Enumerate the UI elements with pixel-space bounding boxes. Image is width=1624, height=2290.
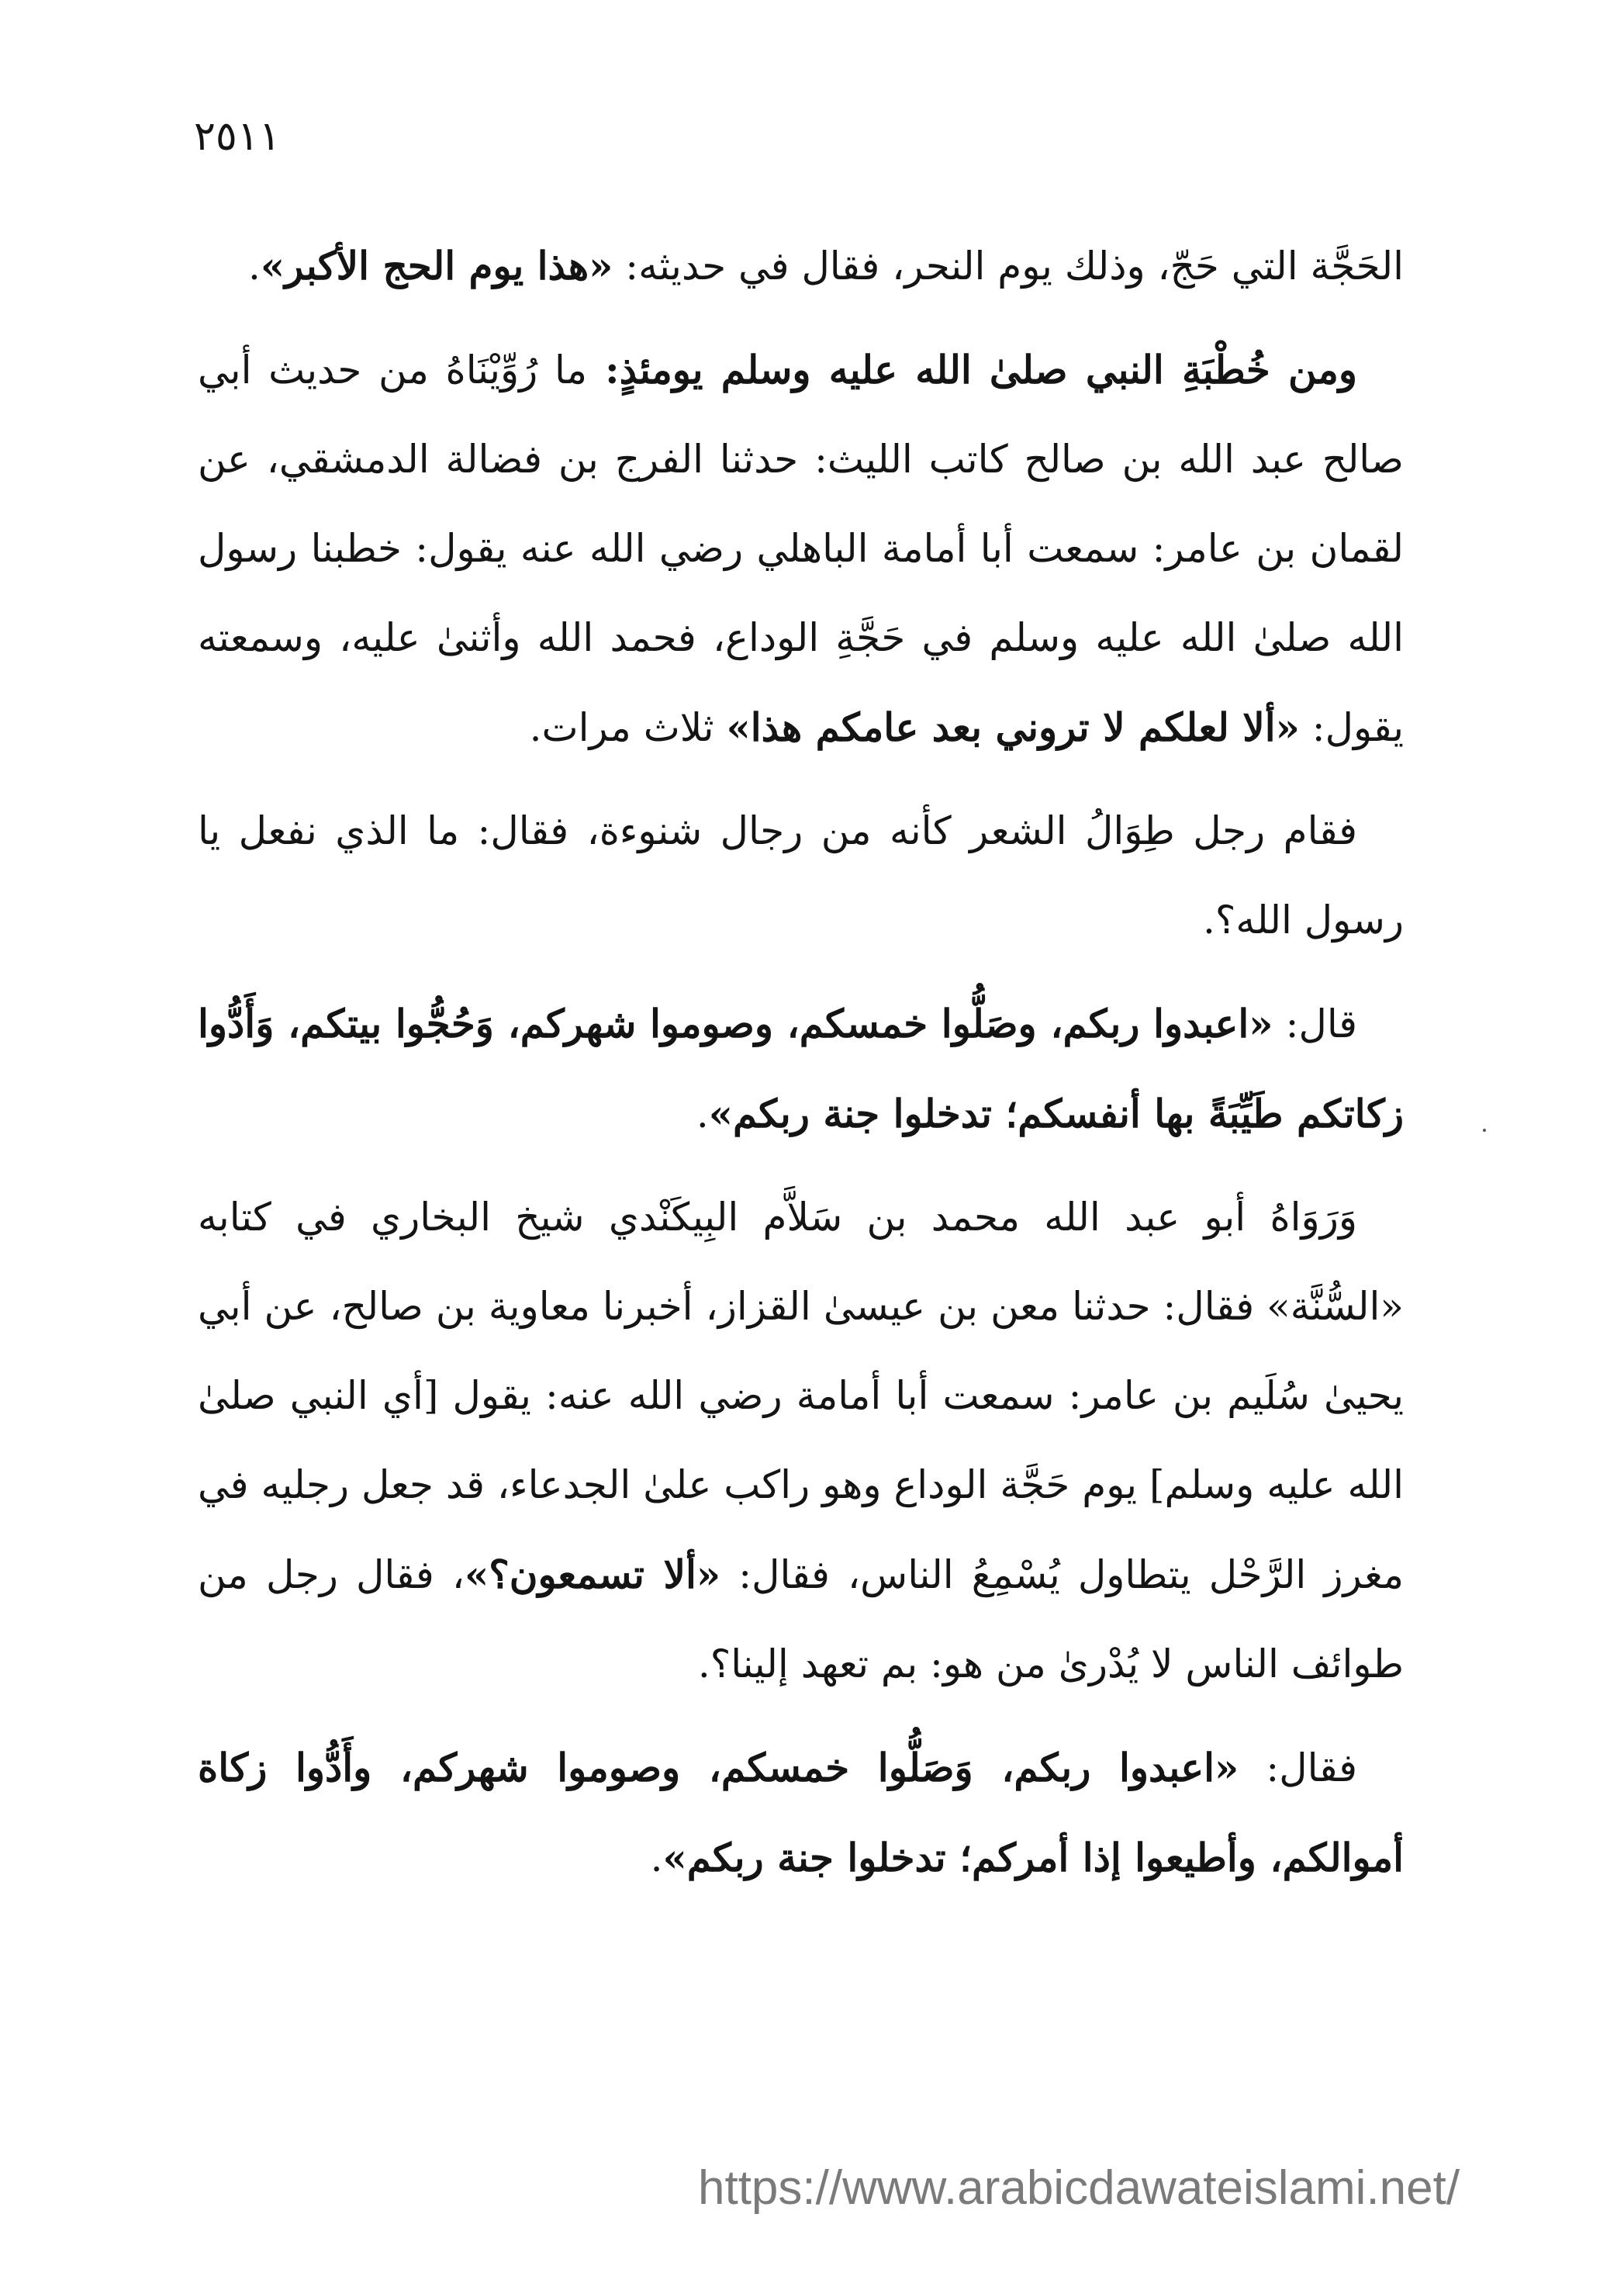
text-segment: قال:	[1273, 1001, 1357, 1046]
paragraph	[198, 787, 1404, 965]
body-text	[198, 221, 1404, 1917]
quote-segment: «اعبدوا ربكم، وَصَلُّوا خمسكم، وصوموا شهركم، وأَدُّوا زكاة أموالكم، وأطيعوا إذا أمركم؛ تدخلوا جنة ربكم»	[198, 1745, 1404, 1880]
text-segment: .	[696, 1091, 709, 1136]
paragraph	[198, 1723, 1404, 1903]
paragraph	[198, 979, 1404, 1159]
text-segment: فقال:	[1239, 1745, 1357, 1790]
text-segment: فقام رجل طِوَالُ الشعر كأنه من رجال شنوءة، فقال: ما الذي نفعل يا رسول الله؟.	[198, 808, 1404, 943]
heading-segment: ومن خُطْبَةِ النبي صلىٰ الله عليه وسلم يومئذٍ:	[586, 347, 1357, 393]
text-segment: .	[248, 244, 261, 289]
text-segment: ثلاث مرات.	[529, 705, 727, 750]
quote-segment: «ألا تسمعون؟»	[465, 1551, 721, 1597]
text-segment: ما رُوِّيْنَاهُ من حديث أبي صالح عبد الله بن صالح كاتب الليث: حدثنا الفرج بن فضالة الدمشقي، عن لقمان بن عامر: سمعت أبا أمامة الباهلي رضي الله عنه يقول: خطبنا رسول الله صلىٰ الله عليه وسلم في حَجَّةِ الوداع، فحمد الله وأثنىٰ عليه، وسمعته يقول:	[198, 348, 1404, 750]
scan-speck	[1483, 1129, 1486, 1132]
text-segment: ، فقال رجل من طوائف الناس لا يُدْرىٰ من هو: بم تعهد إلينا؟.	[198, 1552, 1404, 1686]
paragraph	[198, 1173, 1404, 1709]
paragraph	[198, 325, 1404, 773]
quote-segment: «هذا يوم الحج الأكبر»	[260, 243, 613, 289]
text-segment: .	[650, 1835, 663, 1880]
quote-segment: «ألا لعلكم لا تروني بعد عامكم هذا»	[726, 704, 1300, 750]
text-segment: الحَجَّة التي حَجّ، وذلك يوم النحر، فقال في حديثه:	[613, 244, 1404, 289]
quote-segment: «اعبدوا ربكم، وصَلُّوا خمسكم، وصوموا شهركم، وَحُجُّوا بيتكم، وَأَدُّوا زكاتكم طَيِّبَةً بها أنفسكم؛ تدخلوا جنة ربكم»	[198, 1001, 1404, 1136]
text-segment: وَرَوَاهُ أبو عبد الله محمد بن سَلاَّم البِيكَنْدي شيخ البخاري في كتابه «السُّنَّة» فقال: حدثنا معن بن عيسىٰ القزاز، أخبرنا معاوية بن صالح، عن أبي يحيىٰ سُلَيم بن عامر: سمعت أبا أمامة رضي الله عنه: يقول [أي النبي صلىٰ الله عليه وسلم] يوم حَجَّة الوداع وهو راكب علىٰ الجدعاء، قد جعل رجليه في مغرز الرَّحْل يتطاول يُسْمِعُ الناس، فقال:	[198, 1195, 1404, 1597]
watermark-url: https://www.arabicdawateislami.net/	[698, 2161, 1460, 2215]
paragraph	[198, 221, 1404, 311]
page-number: ٢٥١١	[194, 113, 281, 160]
